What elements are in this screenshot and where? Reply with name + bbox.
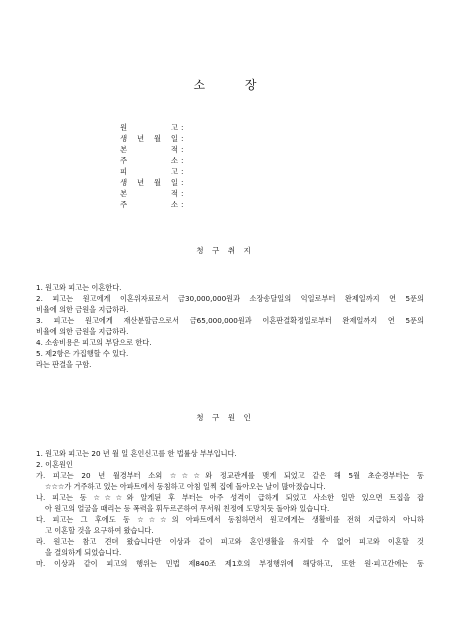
party-colon: : xyxy=(181,167,184,176)
document-title xyxy=(0,76,450,93)
party-label: 생 년 월 일 xyxy=(120,178,178,187)
text-line: 2. 피고는 원고에게 이혼위자료로서 금30,000,000원과 소장송달일의 익일로부터 완제일까지 연 5푼의 xyxy=(36,294,424,303)
text-line: 비율에 의한 금원을 지급하라. xyxy=(36,327,129,336)
party-label: 본 적 xyxy=(120,189,178,198)
party-colon: : xyxy=(181,200,184,209)
text-line: 5. 제2항은 가집행할 수 있다. xyxy=(36,349,129,358)
party-row xyxy=(120,199,184,210)
party-row xyxy=(120,122,184,133)
text-line: 나. 피고는 동 ☆☆☆와 알게된 후 부터는 아주 성격이 급하게 되었고 사소한 일만 있으면 트집을 잡 xyxy=(36,493,424,502)
party-label: 피 고 xyxy=(120,167,178,176)
text-line: 3. 피고는 원고에게 재산분할금으로서 금65,000,000원과 이혼판결확정일로부터 완제일까지 연 5푼의 xyxy=(36,316,424,325)
party-row xyxy=(120,166,184,177)
party-label: 주 소 xyxy=(120,156,178,165)
text-line: ☆☆☆가 거주하고 있는 아파트에서 동침하고 아침 일찍 집에 돌아오는 날이 많아졌습니다. xyxy=(45,482,326,491)
party-row xyxy=(120,188,184,199)
text-line: 가. 피고는 20 년 월경부터 소외 ☆☆☆와 정교관계를 맺게 되었고 같은 해 5월 초순경부터는 동 xyxy=(36,471,424,480)
party-colon: : xyxy=(181,134,184,143)
party-colon: : xyxy=(181,156,184,165)
title-char: 장 xyxy=(244,78,257,92)
party-row xyxy=(120,133,184,144)
party-colon: : xyxy=(181,123,184,132)
text-line: 다. 피고는 그 후에도 동 ☆☆☆의 아파트에서 동침하면서 원고에게는 생활비를 전혀 지급하지 아니하 xyxy=(36,515,424,524)
party-label: 본 적 xyxy=(120,145,178,154)
party-label: 원 고 xyxy=(120,123,178,132)
causes-section xyxy=(36,448,424,569)
text-line: 1. 원고와 피고는 20 년 월 일 혼인신고를 한 법률상 부부입니다. xyxy=(36,449,237,458)
text-line: 비율에 의한 금원을 지급하라. xyxy=(36,305,129,314)
party-colon: : xyxy=(181,178,184,187)
claims-section xyxy=(36,282,424,370)
text-line: 아 원고의 얼굴을 때리는 등 폭력을 휘두르곤하여 무서워 친정에 도망치듯 돌아와 있습니다. xyxy=(45,504,330,513)
party-label: 주 소 xyxy=(120,200,178,209)
text-line: 라는 판결을 구함. xyxy=(36,360,92,369)
text-line: 1. 원고와 피고는 이혼한다. xyxy=(36,283,122,292)
text-line: 을 결의하게 되었습니다. xyxy=(45,548,122,557)
text-line: 마. 이상과 같이 피고의 행위는 민법 제840조 제1호의 부정행위에 해당하고, 또한 원·피고간에는 동 xyxy=(36,559,424,568)
title-char: 소 xyxy=(193,78,206,92)
text-line: 2. 이혼원인 xyxy=(36,460,73,469)
party-info-block xyxy=(120,122,184,210)
text-line: 라. 원고는 참고 견뎌 왔습니다만 이상과 같이 피고와 혼인생활을 유지할 수 없어 피고와 이혼할 것 xyxy=(36,537,424,546)
party-row xyxy=(120,155,184,166)
claims-heading: 청 구 취 지 xyxy=(196,246,254,255)
text-line: 고 이혼할 것을 요구하여 왔습니다. xyxy=(45,526,154,535)
party-row xyxy=(120,177,184,188)
party-label: 생 년 월 일 xyxy=(120,134,178,143)
text-line: 4. 소송비용은 피고의 부담으로 한다. xyxy=(36,338,152,347)
party-row xyxy=(120,144,184,155)
causes-heading: 청 구 원 인 xyxy=(196,413,254,422)
party-colon: : xyxy=(181,145,184,154)
party-colon: : xyxy=(181,189,184,198)
